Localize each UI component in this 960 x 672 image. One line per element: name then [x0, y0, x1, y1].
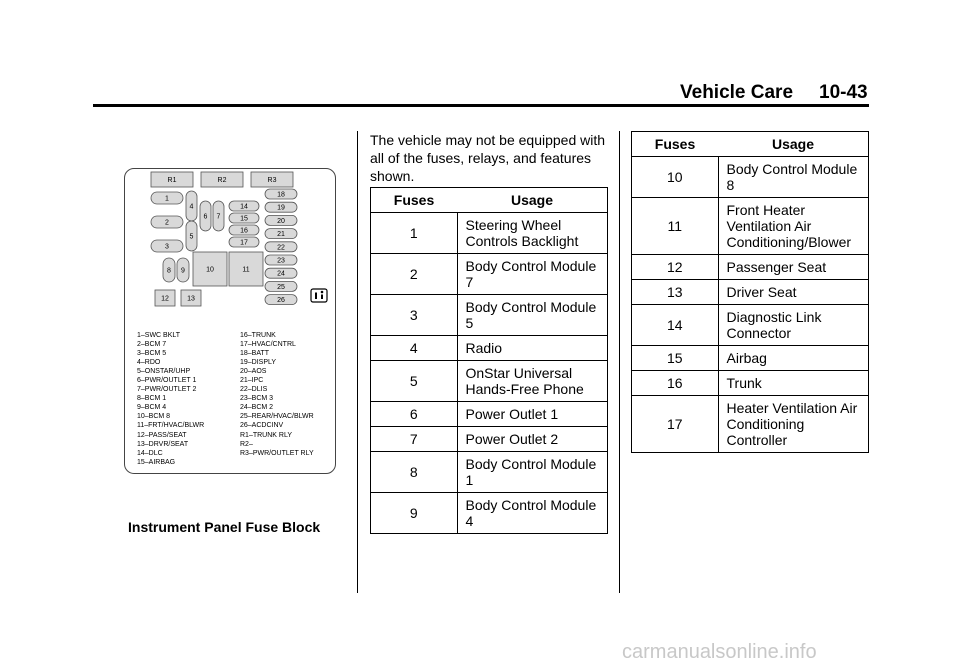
fuse-usage: Power Outlet 1	[457, 402, 608, 427]
fuse-usage: Airbag	[718, 346, 869, 371]
fuse-label: 8	[167, 267, 171, 275]
legend-entry: 11–FRT/HVAC/BLWR	[137, 422, 205, 430]
table-row	[371, 361, 608, 402]
fuse	[265, 242, 297, 252]
fuse	[229, 225, 259, 235]
legend-entry: 6–PWR/OUTLET 1	[137, 377, 197, 385]
table-row	[632, 305, 869, 346]
fuse	[265, 255, 297, 265]
fuse-usage: Passenger Seat	[718, 255, 869, 280]
table-row	[632, 157, 869, 198]
fuse-number: 13	[632, 280, 719, 305]
fuse-label: 7	[216, 213, 221, 221]
fuse-usage: Power Outlet 2	[457, 427, 608, 452]
fuse-usage: Body Control Module 7	[457, 254, 608, 295]
fuse-label: 26	[277, 297, 285, 305]
relay	[151, 172, 193, 187]
legend-entry: 19–DISPLY	[240, 359, 277, 367]
fuse	[163, 258, 175, 282]
page-header	[680, 82, 868, 104]
column-divider-right	[619, 131, 620, 593]
legend-entry: 2–BCM 7	[137, 341, 167, 349]
fuse-number: 3	[371, 295, 458, 336]
page-number: 10-43	[819, 82, 868, 103]
fuse	[229, 237, 259, 247]
table-row	[632, 371, 869, 396]
fuse-number: 5	[371, 361, 458, 402]
fuse-usage: Body Control Module 4	[457, 493, 608, 534]
fuse-label: R3	[267, 177, 277, 184]
legend-entry: 4–RDO	[137, 359, 161, 367]
table-row	[371, 493, 608, 534]
section-title: Vehicle Care	[680, 82, 794, 103]
fuse	[155, 290, 175, 306]
legend-right	[240, 331, 314, 458]
fuse-number: 14	[632, 305, 719, 346]
legend-entry: 22–DLIS	[240, 386, 268, 394]
fuse	[265, 295, 297, 305]
legend-entry: 21–IPC	[240, 377, 264, 385]
legend-entry: R2–	[240, 440, 253, 448]
fuse-usage: Driver Seat	[718, 280, 869, 305]
header-usage: Usage	[718, 132, 869, 157]
table-row	[632, 280, 869, 305]
header-fuses: Fuses	[371, 188, 458, 213]
fuse-number: 4	[371, 336, 458, 361]
fuse-number: 16	[632, 371, 719, 396]
fuse-label: 10	[206, 266, 214, 274]
fuse-label: 18	[277, 191, 285, 199]
intro-paragraph: The vehicle may not be equipped with all of the fuses, relays, and features shown.	[370, 132, 606, 184]
fuse-number: 12	[632, 255, 719, 280]
legend-entry: 8–BCM 1	[137, 395, 167, 403]
table-row	[632, 198, 869, 255]
fuse-label: R1	[167, 177, 177, 184]
fuse	[186, 191, 197, 221]
legend-entry: 15–AIRBAG	[137, 458, 176, 466]
fuse-usage: Diagnostic Link Connector	[718, 305, 869, 346]
legend-entry: 3–BCM 5	[137, 350, 167, 358]
fuse-number: 8	[371, 452, 458, 493]
legend-entry: 13–DRVR/SEAT	[137, 440, 189, 448]
table-row	[371, 213, 608, 254]
fuse-label: 21	[277, 231, 285, 239]
fuse-number: 17	[632, 396, 719, 453]
legend-entry: 5–ONSTAR/UHP	[137, 368, 191, 376]
fuse-label: 12	[161, 295, 169, 303]
fuse-table-right	[631, 131, 869, 453]
fuse-usage: OnStar Universal Hands-Free Phone	[457, 361, 608, 402]
fuse	[151, 216, 183, 228]
legend-entry: 7–PWR/OUTLET 2	[137, 386, 197, 394]
header-rule	[93, 104, 869, 107]
fuse-label: 2	[165, 219, 169, 227]
legend-entry: 1–SWC BKLT	[137, 332, 181, 339]
fuse-label: R2	[217, 177, 227, 184]
fuse-table-left	[370, 187, 608, 534]
fuse-label: 11	[242, 266, 250, 274]
table-row	[371, 427, 608, 452]
relay	[251, 172, 293, 187]
fuse	[151, 240, 183, 252]
fuse-label: 20	[277, 217, 285, 225]
fuse-number: 2	[371, 254, 458, 295]
fuse	[265, 281, 297, 291]
fuse	[265, 189, 297, 199]
legend-entry: 26–ACDCINV	[240, 422, 284, 430]
legend-entry: R1–TRUNK RLY	[240, 431, 292, 439]
watermark: carmanualsonline.info	[622, 641, 817, 663]
fuse-label: 23	[277, 257, 285, 265]
legend-entry: 18–BATT	[240, 350, 270, 358]
fuse-usage: Radio	[457, 336, 608, 361]
fuse	[186, 221, 197, 251]
table-row	[371, 295, 608, 336]
fuse	[265, 202, 297, 212]
header-fuses: Fuses	[632, 132, 719, 157]
table-row	[632, 396, 869, 453]
fuse-number: 1	[371, 213, 458, 254]
fuse-label: 24	[277, 270, 285, 278]
fuse-usage: Steering Wheel Controls Backlight	[457, 213, 608, 254]
legend-entry: 10–BCM 8	[137, 413, 171, 421]
fuse-label: 16	[240, 227, 248, 235]
fuse-number: 9	[371, 493, 458, 534]
fuse	[200, 201, 211, 231]
fuse-label: 4	[189, 203, 194, 211]
fuse-number: 15	[632, 346, 719, 371]
fuse	[229, 252, 263, 286]
fuse	[229, 201, 259, 211]
legend-entry: 14–DLC	[137, 449, 163, 457]
figure-caption: Instrument Panel Fuse Block	[128, 519, 321, 535]
column-divider-left	[357, 131, 358, 593]
fuse	[265, 229, 297, 239]
fuse-label: 5	[189, 233, 194, 241]
legend-entry: R3–PWR/OUTLET RLY	[240, 449, 314, 457]
fuse	[213, 201, 224, 231]
fuse-block-diagram	[125, 169, 335, 329]
fuse	[265, 215, 297, 225]
fuse-number: 7	[371, 427, 458, 452]
fuse-usage: Body Control Module 5	[457, 295, 608, 336]
table-row	[371, 402, 608, 427]
info-icon	[311, 289, 327, 302]
fuse-label: 19	[277, 204, 285, 212]
fuse-label: 3	[165, 243, 169, 251]
fuse	[181, 290, 201, 306]
fuse-usage: Body Control Module 1	[457, 452, 608, 493]
header-usage: Usage	[457, 188, 608, 213]
fuse-label: 25	[277, 283, 285, 291]
legend-entry: 23–BCM 3	[240, 395, 274, 403]
table-row	[371, 452, 608, 493]
legend-entry: 9–BCM 4	[137, 404, 167, 412]
legend-entry: 24–BCM 2	[240, 404, 274, 412]
table-row	[632, 346, 869, 371]
fuse	[229, 213, 259, 223]
fuse	[193, 252, 227, 286]
fuse-label: 13	[187, 295, 195, 303]
fuse-label: 1	[165, 195, 169, 203]
table-row	[632, 255, 869, 280]
fuse	[177, 258, 189, 282]
legend-entry: 16–TRUNK	[240, 332, 276, 339]
fuse-usage: Trunk	[718, 371, 869, 396]
legend-left	[137, 331, 204, 467]
table-row	[371, 336, 608, 361]
legend-entry: 20–AOS	[240, 368, 267, 376]
fuse-label: 15	[240, 215, 248, 223]
fuse-number: 6	[371, 402, 458, 427]
fuse-label: 22	[277, 244, 285, 252]
fuse-number: 10	[632, 157, 719, 198]
fuse-label: 6	[203, 213, 208, 221]
fuse-usage: Front Heater Ventilation Air Conditioning/Blower	[718, 198, 869, 255]
legend-entry: 12–PASS/SEAT	[137, 431, 187, 439]
fuse	[265, 268, 297, 278]
fuse-usage: Heater Ventilation Air Conditioning Controller	[718, 396, 869, 453]
relay	[201, 172, 243, 187]
legend-entry: 17–HVAC/CNTRL	[240, 341, 296, 349]
fuse-label: 14	[240, 203, 248, 211]
fuse-block-figure	[124, 168, 336, 474]
fuse-label: 17	[240, 239, 248, 247]
fuse-usage: Body Control Module 8	[718, 157, 869, 198]
table-row	[371, 254, 608, 295]
fuse-number: 11	[632, 198, 719, 255]
fuse	[151, 192, 183, 204]
legend-entry: 25–REAR/HVAC/BLWR	[240, 413, 314, 421]
fuse-label: 9	[181, 267, 185, 275]
